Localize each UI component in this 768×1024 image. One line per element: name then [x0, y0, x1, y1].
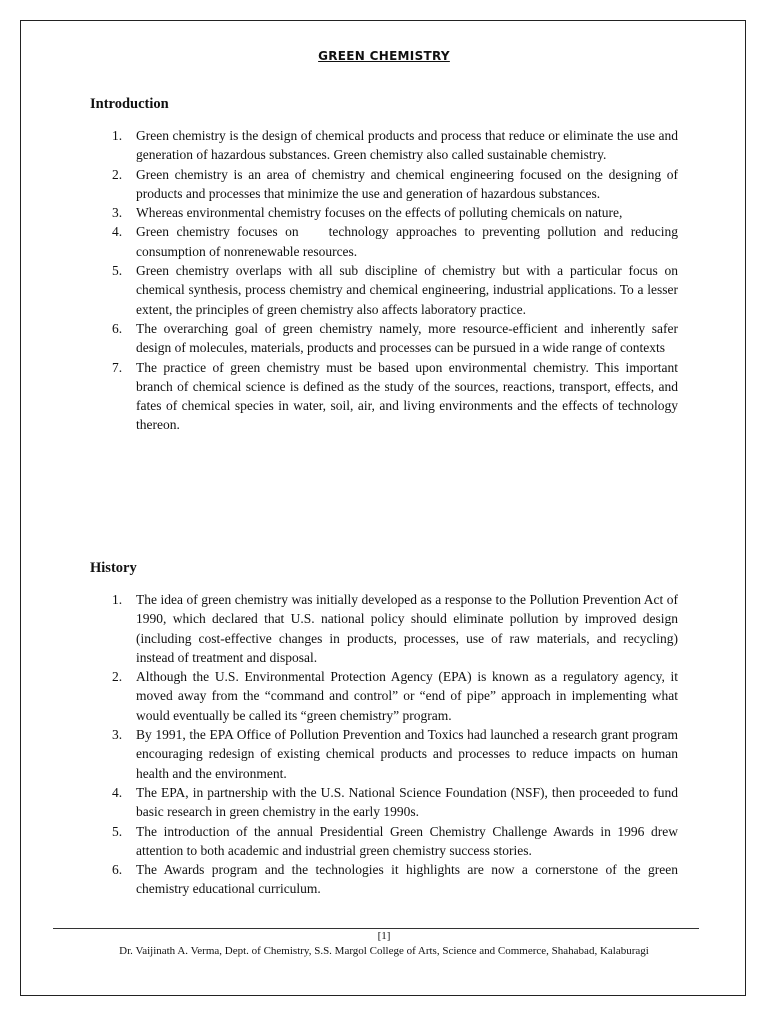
list-item: [90, 203, 678, 222]
footer-author-line: Dr. Vaijinath A. Verma, Dept. of Chemistry, S.S. Margol College of Arts, Science and Commerce, Shahabad, Kalaburagi: [119, 945, 649, 957]
item-text: Although the U.S. Environmental Protection Agency (EPA) is known as a regulatory agency, it moved away from the “command and control” or “end of pipe” approach in implementing what would eventually be called its “green chemistry” program.: [136, 669, 678, 723]
list-item: [90, 667, 678, 725]
item-text: Green chemistry focuses on technology approaches to preventing pollution and reducing consumption of nonrenewable resources.: [136, 224, 682, 259]
item-number: 5.: [112, 823, 123, 839]
document-title: GREEN CHEMISTRY: [318, 49, 450, 63]
item-text: The Awards program and the technologies it highlights are now a cornerstone of the green chemistry educational curriculum.: [136, 862, 678, 897]
introduction-heading: Introduction: [90, 96, 169, 112]
item-number: 3.: [112, 727, 123, 743]
item-text: The introduction of the annual Presidential Green Chemistry Challenge Awards in 1996 drew attention to both academic and industrial green chemistry success stories.: [136, 823, 678, 858]
list-item: [90, 358, 678, 435]
item-text: The EPA, in partnership with the U.S. National Science Foundation (NSF), then proceeded to fund basic research in green chemistry in the early 1990s.: [136, 784, 678, 820]
item-text: The practice of green chemistry must be based upon environmental chemistry. This important branch of chemical science is defined as the study of the sources, reactions, transport, effects, and fates of chemical species in water, soil, air, and living environments and the effects of technology thereon.: [136, 359, 678, 433]
item-number: 3.: [112, 205, 123, 221]
list-item: [90, 126, 678, 165]
item-text: The idea of green chemistry was initially developed as a response to the Pollution Prevention Act of 1990, which declared that U.S. national policy should eliminate pollution by improved design (including cost-effective changes in products, processes, use of raw materials, and recycling) instead of treatment and disposal.: [136, 592, 678, 665]
introduction-list: [90, 126, 682, 435]
item-number: 4.: [112, 224, 123, 240]
list-item: [90, 822, 678, 861]
list-item: [90, 590, 678, 667]
item-text: The overarching goal of green chemistry namely, more resource-efficient and inherently safer design of molecules, materials, products and processes can be pursued in a wide range of contexts: [136, 320, 678, 356]
list-item: [90, 783, 678, 822]
list-item: [90, 222, 682, 261]
history-list: [90, 590, 678, 899]
list-item: [90, 725, 678, 783]
list-item: [90, 261, 678, 319]
list-item: [90, 860, 678, 899]
item-text: Whereas environmental chemistry focuses on the effects of polluting chemicals on nature,: [136, 205, 623, 221]
list-item: [90, 319, 678, 358]
item-number: 1.: [112, 592, 123, 607]
item-number: 6.: [112, 862, 123, 878]
history-heading: History: [90, 560, 137, 576]
page-number: [1]: [377, 930, 391, 942]
item-number: 7.: [112, 359, 123, 375]
footer-divider: [53, 928, 699, 929]
item-text: Green chemistry overlaps with all sub discipline of chemistry but with a particular focus on chemical synthesis, process chemistry and chemical engineering, industrial applications. To a lesser extent, the principles of green chemistry also affects laboratory practice.: [136, 263, 678, 317]
item-number: 2.: [112, 166, 123, 182]
item-number: 1.: [112, 128, 123, 143]
item-number: 4.: [112, 784, 123, 800]
item-text: By 1991, the EPA Office of Pollution Prevention and Toxics had launched a research grant program encouraging redesign of existing chemical products and processes to reduce impacts on human health and the environment.: [136, 727, 678, 781]
item-number: 6.: [112, 320, 123, 336]
item-text: Green chemistry is the design of chemical products and process that reduce or eliminate the use and generation of hazardous substances. Green chemistry also called sustainable chemistry.: [136, 128, 678, 163]
item-text: Green chemistry is an area of chemistry and chemical engineering focused on the designing of products and processes that minimize the use and generation of hazardous substances.: [136, 166, 678, 201]
item-number: 5.: [112, 263, 123, 279]
item-number: 2.: [112, 669, 123, 685]
list-item: [90, 165, 678, 204]
